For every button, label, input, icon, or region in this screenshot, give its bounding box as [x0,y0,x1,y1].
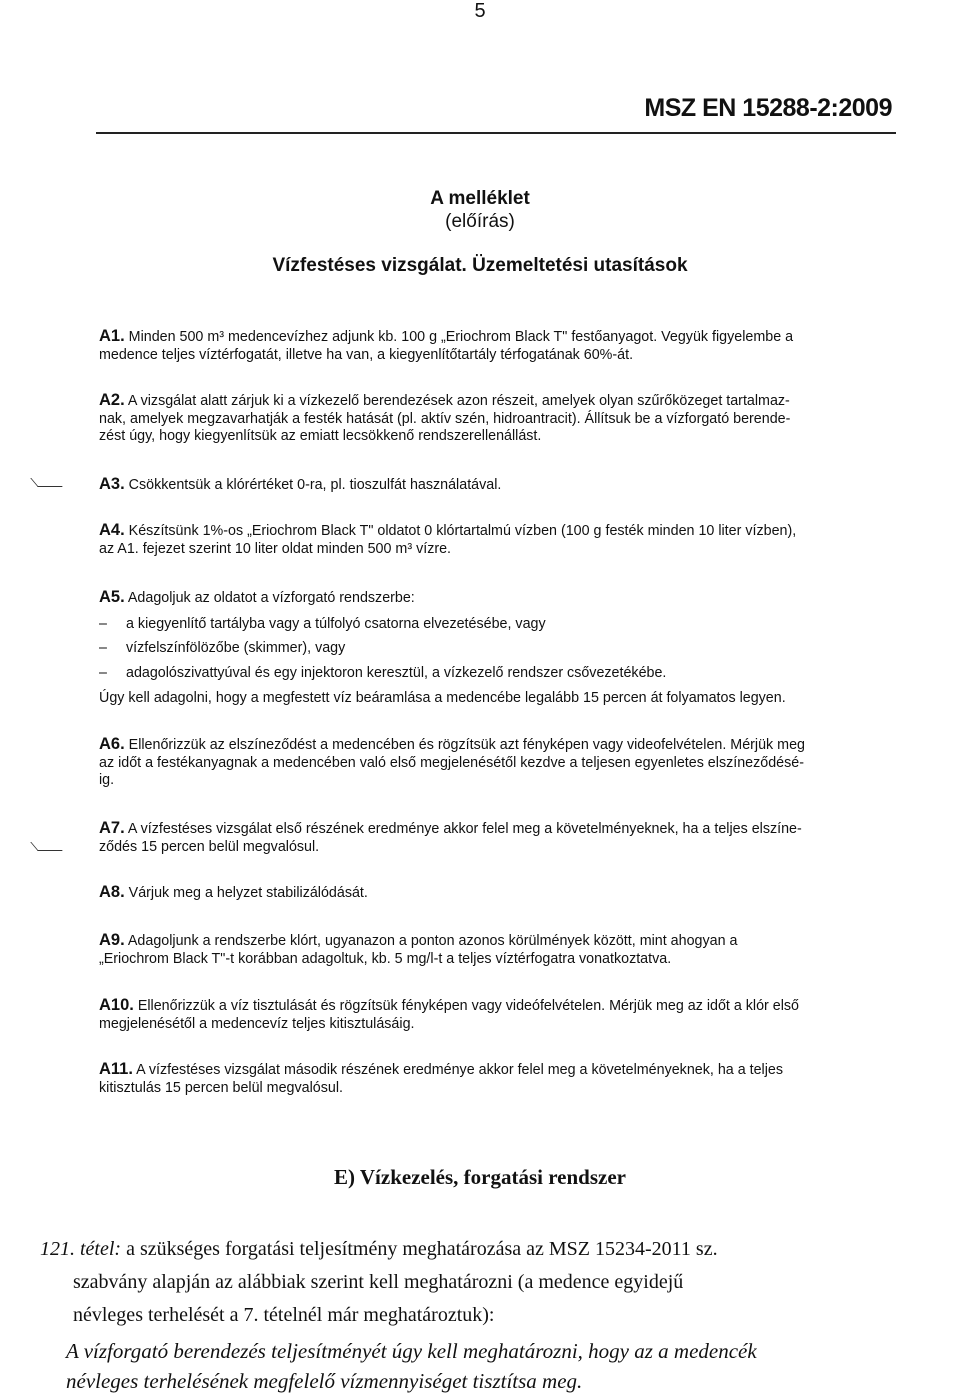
item-line: az A1. fejezet szerint 10 liter oldat minden 500 m³ vízre. [99,540,452,557]
annex-item-a8 [99,884,897,903]
annex-item-a2 [99,392,897,446]
item-line: A vízfestéses vizsgálat első részének eredménye akkor felel meg a követelményeknek, ha a teljes elszíne- [127,821,802,837]
annex-item-a5 [99,589,897,608]
item-line: A vízfestéses vizsgálat második részének eredménye akkor felel meg a követelményeknek, ha a teljes [136,1062,783,1078]
item-label: A10. [99,996,134,1014]
item-line: zést úgy, hogy kiegyenlítsük az emiatt lecsökkenő rendszerellenállást. [99,428,542,444]
margin-mark [30,842,63,851]
item-label: A5. [99,588,125,606]
annex-item-a7 [99,820,897,856]
item-line: Ellenőrizzük az elszíneződést a medencében és rögzítsük azt fényképen vagy videofelvételen. Mérjük meg [128,737,805,753]
bullet-dash: – [99,640,107,656]
item-label: A6. [99,735,125,753]
annex-item-a11 [99,1061,897,1097]
paragraph-line: szabvány alapján az alábbiak szerint kell meghatározni (a medence egyidejű [73,1271,684,1293]
annex-subtitle: (előírás) [445,211,515,232]
item-line: Ellenőrizzük a víz tisztulását és rögzítsük fényképen vagy videófelvételen. Mérjük meg az időt a klór első [137,998,799,1014]
a5-bullet: vízfelszínfölözőbe (skimmer), vagy [126,640,346,656]
a5-bullet: a kiegyenlítő tartályba vagy a túlfolyó csatorna elvezetésébe, vagy [126,616,546,632]
item-line: Készítsünk 1%-os „Eriochrom Black T" oldatot 0 klórtartalmú vízben (100 g festék minden 10 liter vízben), [128,523,797,539]
tetel-paragraph-line [40,1236,718,1262]
item-line: Adagoljunk a rendszerbe klórt, ugyanazon a ponton azonos körülmények között, mint ahogyan a [127,933,738,949]
a5-note: Úgy kell adagolni, hogy a megfestett víz beáramlása a medencébe legalább 15 percen át folyamatos legyen. [99,690,786,706]
italic-line: A vízforgató berendezés teljesítményét úgy kell meghatározni, hogy az a medencék [66,1339,757,1363]
annex-item-a9 [99,932,897,968]
item-label: A2. [99,391,125,409]
item-line: megjelenésétől a medencevíz teljes kitisztulásáig. [99,1015,415,1032]
item-line: medence teljes víztérfogatát, illetve ha van, a kiegyenlítőtartály térfogatának 60%-át. [99,346,634,363]
annex-item-a6 [99,736,897,790]
item-line: nak, amelyek megzavarhatják a festék hatását (pl. aktív szén, hidroantracit). Állítsuk be a vízforgató berende- [99,410,791,427]
item-line: ződés 15 percen belül megvalósul. [99,838,320,855]
item-line: „Eriochrom Black T"-t korábban adagoltuk, kb. 5 mg/l-t a teljes víztérfogatra vonatkoztatva. [99,950,672,967]
a5-bullet: adagolószivattyúval és egy injektoron keresztül, a vízkezelő rendszer csővezetékébe. [126,665,667,681]
section-title: E) Vízkezelés, forgatási rendszer [334,1165,626,1189]
item-line: ig. [99,772,115,788]
annex-title: A melléklet [430,188,530,209]
item-line: Várjuk meg a helyzet stabilizálódását. [128,885,368,901]
tetel-label: 121. tétel: [40,1238,122,1260]
item-line: Minden 500 m³ medencevízhez adjunk kb. 100 g „Eriochrom Black T" festőanyagot. Vegyük figyelembe a [128,329,794,345]
annex-item-a4 [99,522,897,558]
item-line: Csökkentsük a klórértéket 0-ra, pl. tioszulfát használatával. [128,477,502,493]
item-label: A8. [99,883,125,901]
item-label: A11. [99,1060,133,1078]
annex-item-a3 [99,476,897,495]
annex-item-a1 [99,328,897,364]
item-line: kitisztulás 15 percen belül megvalósul. [99,1079,343,1096]
paragraph-line: névleges terhelését a 7. tételnél már meghatároztuk): [73,1304,495,1326]
standard-code: MSZ EN 15288-2:2009 [644,94,892,122]
item-label: A4. [99,521,125,539]
italic-line: névleges terhelésének megfelelő vízmennyiséget tisztítsa meg. [66,1369,583,1393]
annex-heading: Vízfestéses vizsgálat. Üzemeltetési utasítások [272,255,688,276]
item-line: az időt a festékanyagnak a medencében való első megjelenésétől kezdve a teljesen egyenletes elszíneződésé- [99,754,804,771]
item-label: A3. [99,475,125,493]
item-label: A9. [99,931,125,949]
margin-mark [30,478,63,487]
bullet-dash: – [99,665,107,681]
item-line: Adagoljuk az oldatot a vízforgató rendszerbe: [127,590,415,606]
page-number: 5 [474,0,486,22]
item-label: A1. [99,327,125,345]
bullet-dash: – [99,616,107,632]
item-line: A vizsgálat alatt zárjuk ki a vízkezelő berendezések azon részeit, amelyek olyan szűrőközeget tartalmaz- [127,393,790,409]
annex-item-a10 [99,997,897,1033]
header-rule [96,132,896,134]
paragraph-line: a szükséges forgatási teljesítmény meghatározása az MSZ 15234-2011 sz. [121,1238,718,1260]
item-label: A7. [99,819,125,837]
